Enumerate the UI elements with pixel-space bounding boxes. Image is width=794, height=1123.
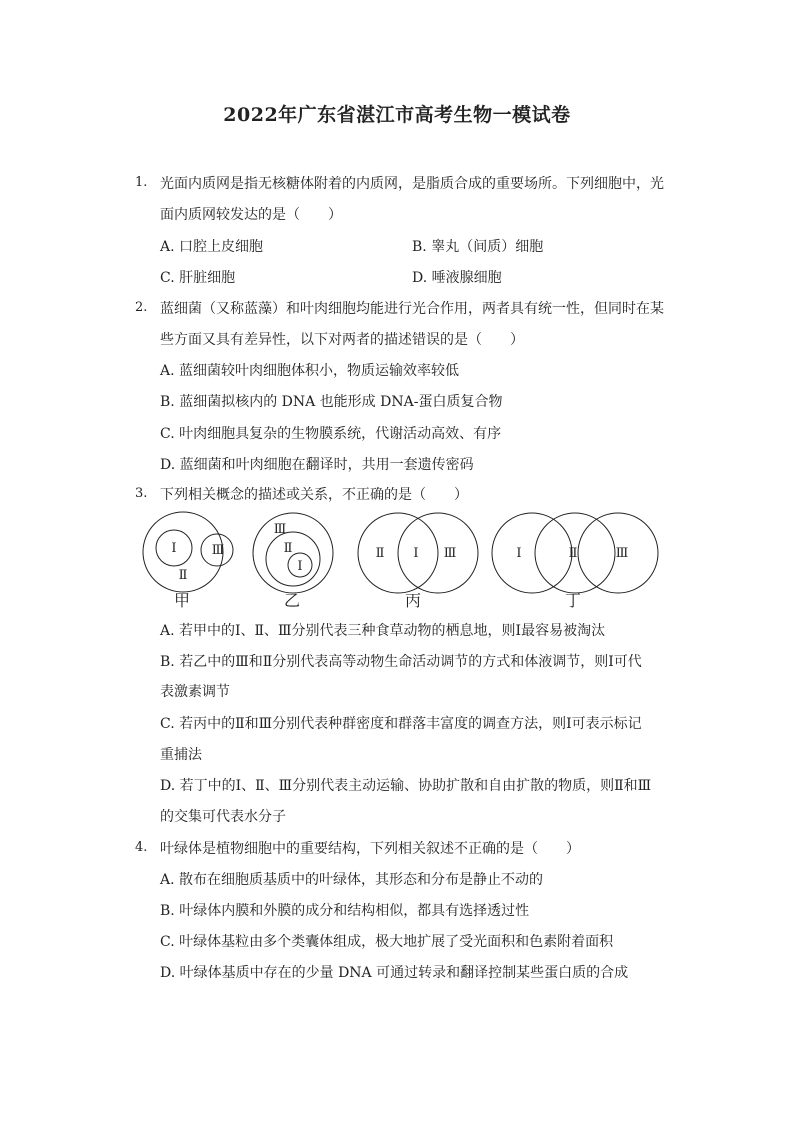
option-c[interactable]: C. 叶肉细胞具复杂的生物膜系统，代谢活动高效、有序: [160, 426, 502, 442]
label-bing-3: Ⅲ: [443, 546, 457, 561]
option-c[interactable]: C. 肝脏细胞: [160, 270, 236, 286]
label-jia-2: Ⅱ: [178, 568, 188, 583]
venn-diagram: [130, 505, 670, 615]
caption-yi: 乙: [283, 591, 301, 610]
question-stem-line: 光面内质网是指无核糖体附着的内质网，是脂质合成的重要场所。下列细胞中，光: [160, 176, 664, 192]
option-b[interactable]: B. 叶绿体内膜和外膜的成分和结构相似，都具有选择透过性: [160, 903, 530, 919]
label-jia-3: Ⅲ: [211, 543, 225, 558]
circle-yi-middle: [266, 532, 320, 586]
label-ding-2: Ⅱ: [568, 546, 578, 561]
circle-yi-outer: [253, 513, 333, 593]
option-c-cont: 重捕法: [160, 747, 202, 763]
caption-jia: 甲: [173, 591, 191, 610]
option-d[interactable]: D. 若丁中的Ⅰ、Ⅱ、Ⅲ分别代表主动运输、协助扩散和自由扩散的物质，则Ⅱ和Ⅲ: [160, 778, 652, 794]
option-c[interactable]: C. 叶绿体基粒由多个类囊体组成，极大地扩展了受光面积和色素附着面积: [160, 934, 614, 950]
question-stem-line: 面内质网较发达的是（ ）: [160, 207, 342, 223]
option-d[interactable]: D. 唾液腺细胞: [412, 270, 502, 286]
label-yi-2: Ⅱ: [283, 541, 293, 556]
label-bing-2: Ⅱ: [375, 546, 385, 561]
option-b[interactable]: B. 蓝细菌拟核内的 DNA 也能形成 DNA-蛋白质复合物: [160, 394, 503, 410]
label-bing-1: Ⅰ: [413, 546, 419, 561]
caption-ding: 丁: [564, 591, 582, 610]
option-b[interactable]: B. 睾丸（间质）细胞: [412, 239, 544, 255]
option-b-cont: 表激素调节: [160, 684, 230, 700]
option-c[interactable]: C. 若丙中的Ⅱ和Ⅲ分别代表种群密度和群落丰富度的调查方法，则Ⅰ可表示标记: [160, 716, 642, 732]
question-stem-line: 叶绿体是植物细胞中的重要结构，下列相关叙述不正确的是（ ）: [160, 841, 580, 857]
label-ding-1: Ⅰ: [516, 546, 522, 561]
option-d[interactable]: D. 蓝细菌和叶肉细胞在翻译时，共用一套遗传密码: [160, 457, 474, 473]
option-d-cont: 的交集可代表水分子: [160, 809, 286, 825]
label-yi-1: Ⅰ: [297, 559, 303, 574]
question-number: 2.: [135, 300, 148, 315]
option-d[interactable]: D. 叶绿体基质中存在的少量 DNA 可通过转录和翻译控制某些蛋白质的合成: [160, 965, 629, 981]
option-a[interactable]: A. 口腔上皮细胞: [160, 239, 264, 255]
option-a[interactable]: A. 蓝细菌较叶肉细胞体积小，物质运输效率较低: [160, 363, 460, 379]
label-yi-3: Ⅲ: [273, 522, 287, 537]
question-stem-line: 蓝细菌（又称蓝藻）和叶肉细胞均能进行光合作用，两者具有统一性，但同时在某: [160, 301, 664, 317]
question-number: 1.: [135, 175, 148, 190]
option-b[interactable]: B. 若乙中的Ⅲ和Ⅱ分别代表高等动物生命活动调节的方式和体液调节，则Ⅰ可代: [160, 654, 642, 670]
question-number: 3.: [135, 486, 148, 501]
option-a[interactable]: A. 若甲中的Ⅰ、Ⅱ、Ⅲ分别代表三种食草动物的栖息地，则Ⅰ最容易被淘汰: [160, 623, 606, 639]
question-stem-line: 些方面又具有差异性，以下对两者的描述错误的是（ ）: [160, 332, 524, 348]
label-jia-1: Ⅰ: [171, 541, 177, 556]
caption-bing: 丙: [404, 591, 422, 610]
question-stem-line: 下列相关概念的描述或关系，不正确的是（ ）: [160, 487, 468, 503]
question-number: 4.: [135, 840, 148, 855]
label-ding-3: Ⅲ: [615, 546, 629, 561]
option-a[interactable]: A. 散布在细胞质基质中的叶绿体，其形态和分布是静止不动的: [160, 872, 544, 888]
circle-ding-left: [492, 513, 572, 593]
page-title: 2022年广东省湛江市高考生物一模试卷: [223, 104, 571, 126]
